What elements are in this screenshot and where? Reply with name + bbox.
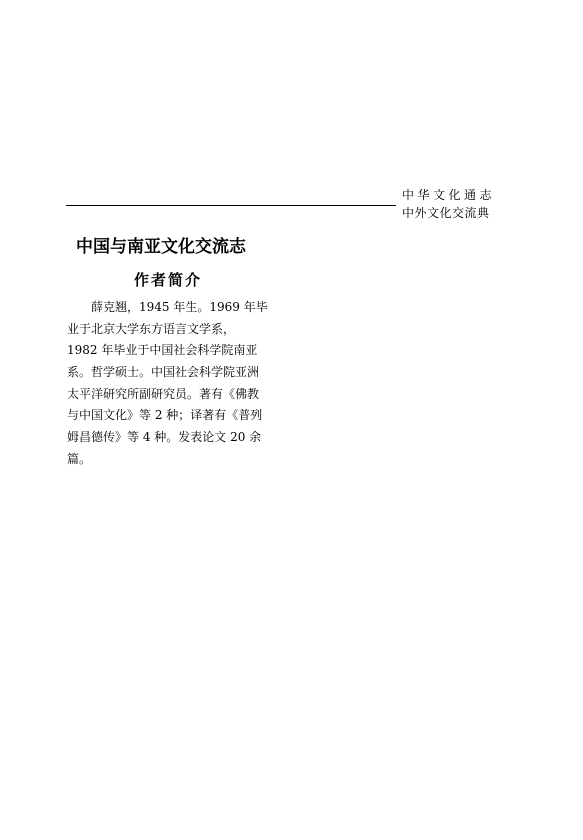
- bio-line: 与中国文化》等 2 种；译著有《普列: [67, 408, 263, 423]
- bio-line: 篇。: [67, 451, 92, 466]
- header-rule: [66, 205, 396, 206]
- bio-line: 薛克翘，1945 年生。1969 年毕: [91, 300, 268, 314]
- series-volume: 中外文化交流典: [402, 206, 490, 220]
- bio-line: 姆昌德传》等 4 种。发表论文 20 余: [67, 430, 262, 445]
- series-header: [402, 186, 495, 222]
- series-name: 中华文化通志: [402, 188, 496, 202]
- bio-line: 业于北京大学东方语言文学系，: [67, 321, 236, 336]
- bio-line: 系。哲学硕士。中国社会科学院亚洲: [67, 365, 260, 380]
- bio-line: 太平洋研究所副研究员。著有《佛教: [67, 386, 260, 401]
- bio-line: 1982 年毕业于中国社会科学院南亚: [67, 343, 258, 358]
- book-title: 中国与南亚文化交流志: [76, 237, 246, 257]
- section-heading: 作者简介: [134, 271, 203, 289]
- author-bio: [67, 297, 281, 471]
